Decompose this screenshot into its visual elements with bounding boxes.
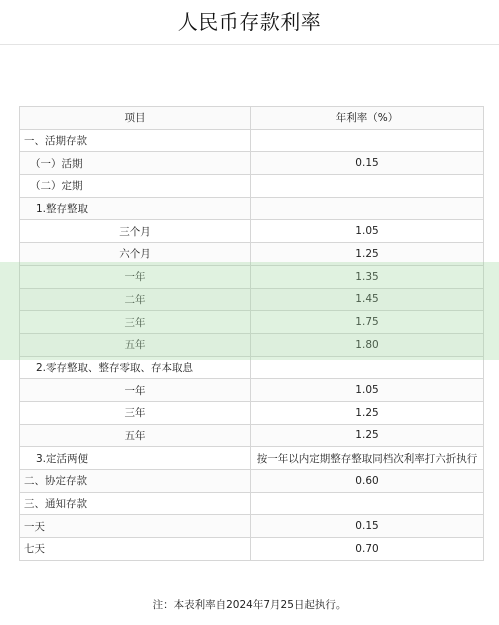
table-row [20, 152, 484, 175]
row-item-cell: 三年 [20, 311, 251, 334]
table-row [20, 447, 484, 470]
row-item-cell: 三年 [20, 401, 251, 424]
header-rate: 年利率（%） [251, 107, 484, 130]
header-item: 项目 [20, 107, 251, 130]
row-item-cell: 一天 [20, 515, 251, 538]
row-item-cell: 一年 [20, 379, 251, 402]
row-rate-cell [251, 197, 484, 220]
row-rate-cell: 1.25 [251, 243, 484, 266]
row-rate-cell: 0.70 [251, 538, 484, 561]
row-rate-cell: 1.45 [251, 288, 484, 311]
row-item-cell: 一年 [20, 265, 251, 288]
row-item-cell: 1.整存整取 [20, 197, 251, 220]
table-row [20, 515, 484, 538]
row-rate-cell: 0.60 [251, 470, 484, 493]
row-item-cell: 七天 [20, 538, 251, 561]
table-row [20, 538, 484, 561]
table-row [20, 243, 484, 266]
table-row [20, 401, 484, 424]
table-row [20, 197, 484, 220]
table-row [20, 265, 484, 288]
page-title: 人民币存款利率 [177, 10, 322, 34]
row-rate-cell: 1.35 [251, 265, 484, 288]
row-rate-cell: 1.75 [251, 311, 484, 334]
row-rate-cell: 1.25 [251, 401, 484, 424]
row-item-cell: 五年 [20, 333, 251, 356]
row-rate-cell: 1.05 [251, 379, 484, 402]
row-item-cell: 二、协定存款 [20, 470, 251, 493]
footnote: 注：本表利率自2024年7月25日起执行。 [152, 599, 347, 611]
table-row [20, 333, 484, 356]
row-rate-cell: 1.25 [251, 424, 484, 447]
table-row [20, 175, 484, 198]
table-header-row [20, 107, 484, 130]
row-item-cell: 二年 [20, 288, 251, 311]
row-rate-cell [251, 356, 484, 379]
table-row [20, 129, 484, 152]
table-row [20, 311, 484, 334]
row-item-cell: （二）定期 [20, 175, 251, 198]
table-row [20, 356, 484, 379]
deposit-rate-table [19, 106, 484, 561]
row-rate-cell [251, 492, 484, 515]
table-row [20, 492, 484, 515]
row-item-cell: 一、活期存款 [20, 129, 251, 152]
row-item-cell: 3.定活两便 [20, 447, 251, 470]
row-item-cell: 三、通知存款 [20, 492, 251, 515]
row-rate-cell [251, 129, 484, 152]
row-rate-cell: 0.15 [251, 515, 484, 538]
table-row [20, 220, 484, 243]
title-divider [0, 44, 499, 45]
row-item-cell: 五年 [20, 424, 251, 447]
table-body [20, 129, 484, 560]
row-item-cell: 2.零存整取、整存零取、存本取息 [20, 356, 251, 379]
row-item-cell: 三个月 [20, 220, 251, 243]
table-row [20, 424, 484, 447]
table-row [20, 470, 484, 493]
row-rate-cell: 1.80 [251, 333, 484, 356]
table-row [20, 379, 484, 402]
row-rate-cell [251, 175, 484, 198]
row-rate-cell: 1.05 [251, 220, 484, 243]
row-item-cell: （一）活期 [20, 152, 251, 175]
row-item-cell: 六个月 [20, 243, 251, 266]
row-rate-cell: 0.15 [251, 152, 484, 175]
row-rate-cell: 按一年以内定期整存整取同档次利率打六折执行 [251, 447, 484, 470]
table-row [20, 288, 484, 311]
